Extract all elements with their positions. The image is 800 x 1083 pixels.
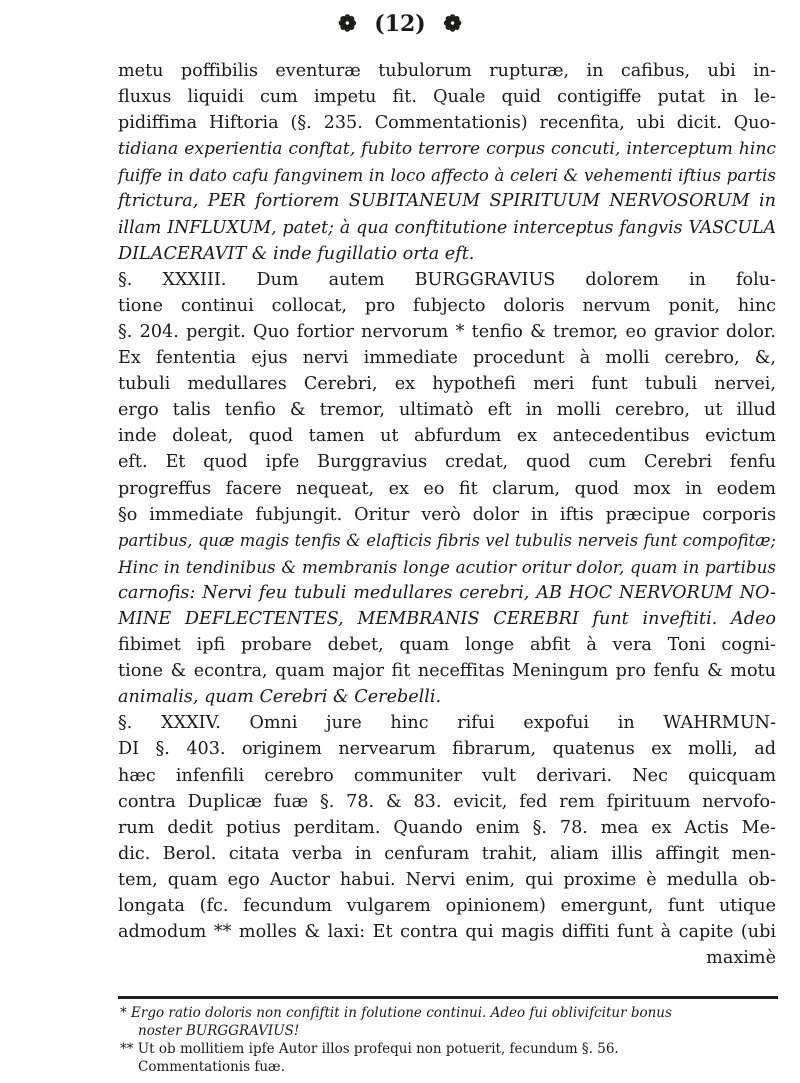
text-line: tem, quam ego Auctor habui. Nervi enim, qui proxime è medulla ob- [118, 869, 776, 890]
flower-ornament-icon: ❁ [443, 11, 462, 37]
text-line: tione continui collocat, pro fubjecto doloris nervum ponit, hinc [118, 295, 776, 316]
text-line: eft. Et quod ipfe Burggravius credat, quod cum Cerebri fenfu [118, 452, 776, 473]
text-line: contra Duplicæ fuæ §. 78. & 83. evicit, fed rem fpirituum nervofo- [118, 791, 776, 812]
text-line: Hinc in tendinibus & membranis longe acutior oritur dolor, quam in partibus [118, 556, 776, 577]
text-line: §. 204. pergit. Quo fortior nervorum * tenfio & tremor, eo gravior dolor. [118, 321, 776, 342]
text-line: DILACERAVIT & inde fugillatio orta eft. [118, 243, 475, 264]
text-line: pidiffima Hiftoria (§. 235. Commentationis) recenfita, ubi dicit. Quo- [118, 113, 776, 134]
text-line: DI §. 403. originem nervearum fibrarum, quatenus ex molli, ad [118, 739, 776, 760]
text-line: animalis, quam Cerebri & Cerebelli. [118, 687, 442, 708]
text-line: dic. Berol. citata verba in cenfuram trahit, aliam illis affingit men- [118, 843, 776, 864]
text-line: longata (fc. fecundum vulgarem opinionem) emergunt, funt utique [118, 896, 776, 916]
footnotes [120, 1004, 776, 1076]
section-heading-line: §. XXXIII. Dum autem BURGGRAVIUS dolorem in folu- [118, 269, 776, 290]
page-number: (12) [374, 11, 426, 37]
text-line: fibimet ipfi probare debet, quam longe abfit à vera Toni cogni- [118, 635, 776, 656]
text-line: tidiana experientia conftat, fubito terrore corpus concuti, interceptum hinc [118, 139, 776, 160]
footnote-line: Commentationis fuæ. [138, 1059, 285, 1075]
text-line: progreffus facere nequeat, ex eo fit clarum, quod mox in eodem [118, 478, 776, 499]
footnote-line: ** Ut ob mollitiem ipfe Autor illos profequi non potuerit, fecundum §. 56. [120, 1041, 619, 1057]
text-line: admodum ** molles & laxi: Et contra qui magis diffiti funt à capite (ubi [118, 922, 776, 943]
text-line: MINE DEFLECTENTES, MEMBRANIS CEREBRI funt inveftiti. Adeo [118, 608, 776, 629]
text-line: inde doleat, quod tamen ut abfurdum ex antecedentibus evictum [118, 426, 776, 447]
page-header [0, 10, 800, 38]
body-text [118, 58, 776, 971]
text-line: tubuli medullares Cerebri, ex hypothefi meri funt tubuli nervei, [118, 374, 776, 395]
text-line: ergo talis tenfio & tremor, ultimatò eft in molli cerebro, ut illud [118, 400, 776, 421]
catchword: maximè [706, 948, 776, 969]
text-line: illam INFLUXUM, patet; à qua conftitutione interceptus fangvis VASCULA [118, 217, 776, 238]
text-line: rum dedit potius perditam. Quando enim §. 78. mea ex Actis Me- [118, 817, 776, 838]
text-line: ftrictura, PER fortiorem SUBITANEUM SPIRITUUM NERVOSORUM in [118, 191, 776, 212]
text-line: carnofis: Nervi feu tubuli medullares cerebri, AB HOC NERVORUM NO- [118, 582, 776, 603]
text-line: Ex fententia ejus nervi immediate procedunt à molli cerebro, &, [118, 348, 776, 369]
footnote-line: noster BURGGRAVIUS! [138, 1023, 300, 1039]
text-line: §o immediate fubjungit. Oritur verò dolor in iftis præcipue corporis [118, 504, 776, 525]
text-line: partibus, quæ magis tenfis & elafticis fibris vel tubulis nerveis funt compofitæ; [118, 530, 776, 550]
text-line: fuiffe in dato cafu fangvinem in loco affecto à celeri & vehementi iftius partis [118, 165, 776, 186]
footnote-line: * Ergo ratio doloris non confiftit in folutione continui. Adeo fui oblivifcitur bonus [120, 1005, 672, 1021]
footnote-divider [118, 996, 778, 999]
section-heading-line: §. XXXIV. Omni jure hinc rifui expofui in WAHRMUN- [118, 713, 776, 734]
text-line: tione & econtra, quam major fit neceffitas Meningum pro fenfu & motu [118, 661, 776, 682]
text-line: hæc infenfili cerebro communiter vult derivari. Nec quicquam [118, 765, 776, 786]
flower-ornament-icon: ❁ [338, 11, 357, 37]
text-line: metu poffibilis eventuræ tubulorum rupturæ, in cafibus, ubi in- [118, 61, 776, 81]
text-line: fluxus liquidi cum impetu fit. Quale quid contigiffe putat in le- [118, 87, 776, 108]
